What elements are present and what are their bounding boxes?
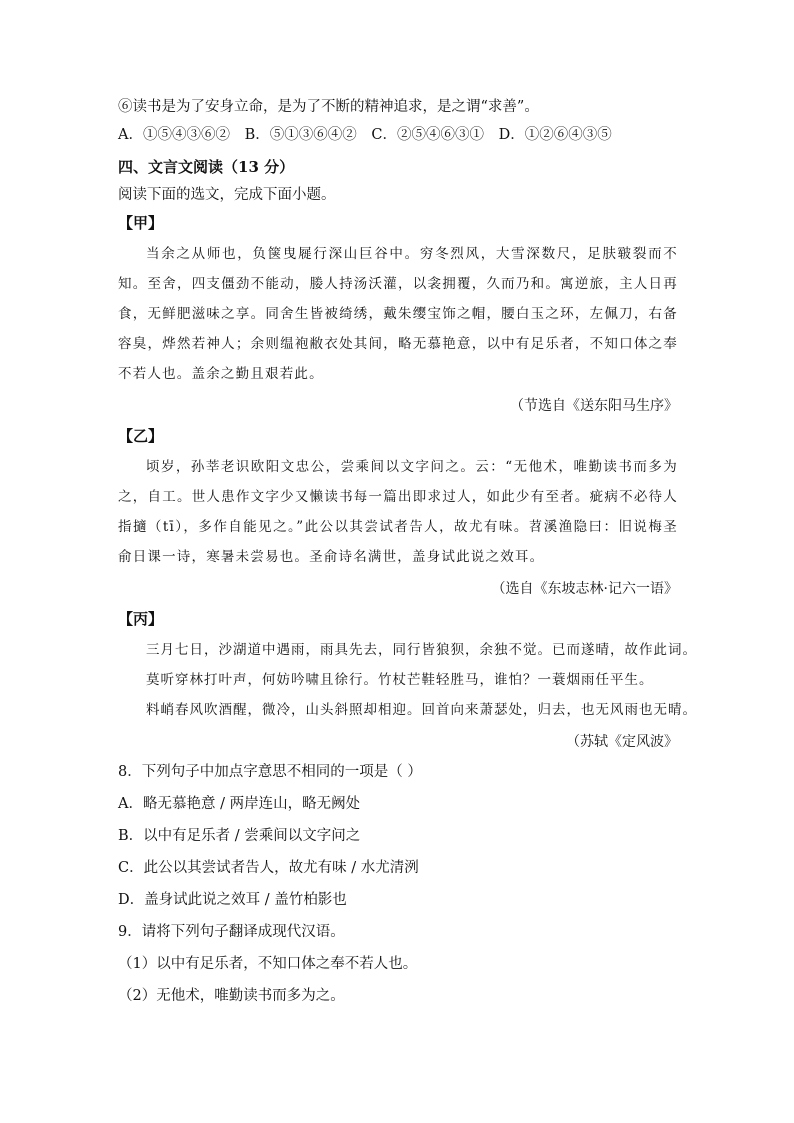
document-page [118, 96, 697, 1017]
prev-question-item-6: ⑥读书是为了安身立命，是为了不断的精神追求，是之谓“求善”。 [118, 99, 539, 115]
passage-yi-label: 【乙】 [118, 427, 164, 445]
passage-bing-preface: 三月七日，沙湖道中遇雨，雨具先去，同行皆狼狈，余独不觉。已而遂晴，故作此词。 [146, 642, 697, 658]
prev-option-d: D．①②⑥④③⑤ [498, 127, 612, 143]
passage-bing-stanza-1: 莫听穿林打叶声，何妨吟啸且徐行。竹杖芒鞋轻胜马，谁怕？一蓑烟雨任平生。 [146, 672, 654, 688]
passage-yi-source: （选自《东坡志林·记六一语》 [491, 581, 678, 597]
prev-option-a: A．①⑤④③⑥② [118, 127, 230, 143]
passage-jia-label: 【甲】 [118, 214, 164, 232]
question-8-option-a: A．略无慕艳意 / 两岸连山，略无阙处 [118, 796, 361, 812]
passage-jia-text: 当余之从师也，负箧曳屣行深山巨谷中。穷冬烈风，大雪深数尺，足肤皲裂而不知。至舍，四支僵劲不能动，媵人持汤沃灌，以衾拥覆，久而乃和。寓逆旅，主人日再食，无鲜肥滋味之享。同舍生皆被绮绣，戴朱缨宝饰之帽，腰白玉之环，左佩刀，右备容臭，烨然若神人；余则缊袍敝衣处其间，略无慕艳意，以中有足乐者，不知口体之奉不若人也。盖余之勤且艰若此。 [118, 246, 678, 382]
question-9-item-2: （2）无他术，唯勤读书而多为之。 [118, 988, 345, 1004]
instruction: 阅读下面的选文，完成下面小题。 [118, 187, 336, 203]
prev-question-options [118, 124, 678, 146]
question-8-option-d: D．盖身试此说之效耳 / 盖竹柏影也 [118, 892, 347, 908]
prev-option-c: C．②⑤④⑥③① [371, 127, 484, 143]
question-8-stem: 8．下列句子中加点字意思不相同的一项是（ ） [118, 764, 422, 780]
prev-option-b: B．⑤①③⑥④② [244, 127, 357, 143]
question-8-option-c: C．此公以其尝试者告人，故尤有味 / 水尤清洌 [118, 860, 419, 876]
passage-bing-source: （苏轼《定风波》 [566, 734, 678, 750]
passage-yi-text: 顷岁，孙莘老识欧阳文忠公，尝乘间以文字问之。云：“无他术，唯勤读书而多为之，自工。世人患作文字少又懒读书每一篇出即求过人，如此少有至者。疵病不必待人指擿（tī），多作自能见之。”此公以其尝试者告人，故尤有味。苕溪渔隐曰：旧说梅圣俞日课一诗，寒暑未尝易也。圣俞诗名满世，盖身试此说之效耳。 [118, 459, 678, 565]
passage-jia-source: （节选自《送东阳马生序》 [510, 398, 678, 414]
section-heading: 四、文言文阅读（13 分） [118, 158, 295, 176]
question-9-stem: 9．请将下列句子翻译成现代汉语。 [118, 924, 345, 940]
question-9-item-1: （1）以中有足乐者，不知口体之奉不若人也。 [118, 956, 418, 972]
question-8-option-b: B．以中有足乐者 / 尝乘间以文字问之 [118, 828, 361, 844]
passage-bing-label: 【丙】 [118, 610, 164, 628]
passage-bing-stanza-2: 料峭春风吹酒醒，微冷，山头斜照却相迎。回首向来萧瑟处，归去，也无风雨也无晴。 [146, 702, 697, 718]
